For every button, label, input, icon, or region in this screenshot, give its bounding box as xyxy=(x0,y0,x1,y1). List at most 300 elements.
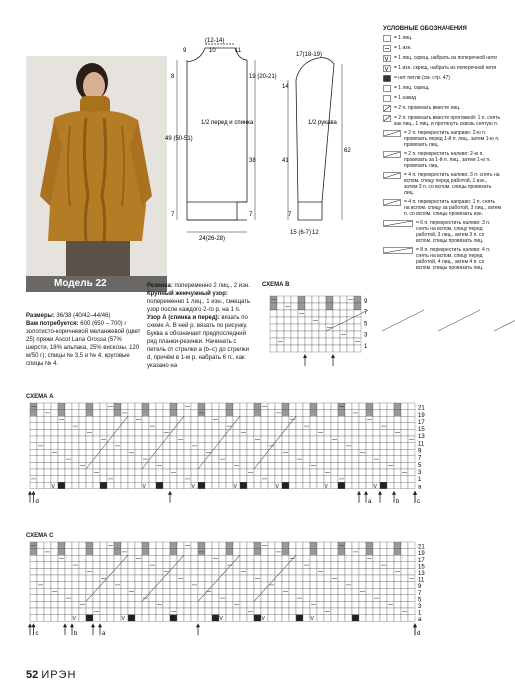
scheme-a-cell xyxy=(394,482,401,489)
scheme-c-cell xyxy=(317,562,324,569)
scheme-b-title: СХЕМА В xyxy=(262,282,290,288)
scheme-a-cell xyxy=(191,462,198,469)
scheme-a-cell xyxy=(100,403,107,410)
scheme-a-cell xyxy=(387,476,394,483)
scheme-a-cell xyxy=(359,443,366,450)
scheme-b-cell xyxy=(340,296,347,303)
scheme-a-cell xyxy=(37,469,44,476)
scheme-a-cell xyxy=(58,462,65,469)
scheme-a-cell xyxy=(240,403,247,410)
scheme-c-cell xyxy=(275,582,282,589)
scheme-a-cell xyxy=(177,476,184,483)
scheme-a-cell xyxy=(338,423,345,430)
scheme-a-cell xyxy=(135,429,142,436)
scheme-a-cell xyxy=(44,403,51,410)
sleeve-left-top: 14 xyxy=(282,84,289,90)
scheme-a-arrow-head xyxy=(28,491,32,495)
scheme-c-cell xyxy=(317,582,324,589)
scheme-a-cell xyxy=(177,410,184,417)
scheme-a-cell xyxy=(338,416,345,423)
scheme-a-cell xyxy=(93,482,100,489)
scheme-a-cell xyxy=(380,462,387,469)
scheme-c-row-number: 21 xyxy=(418,544,425,551)
scheme-a-cell xyxy=(289,410,296,417)
scheme-c-cell xyxy=(205,615,212,622)
scheme-c-cell xyxy=(254,582,261,589)
scheme-c-cell xyxy=(261,601,268,608)
scheme-a-cell xyxy=(156,476,163,483)
scheme-a-cell xyxy=(30,462,37,469)
scheme-c-cell xyxy=(149,575,156,582)
scheme-c-cell xyxy=(114,549,121,556)
scheme-c-cell xyxy=(303,595,310,602)
scheme-c-cell xyxy=(149,549,156,556)
scheme-b-cell xyxy=(312,345,319,352)
scheme-a-cell xyxy=(317,410,324,417)
front-top-num-1: 9 xyxy=(183,48,187,54)
scheme-a-cell xyxy=(324,423,331,430)
scheme-a-cell xyxy=(163,449,170,456)
scheme-c-cell xyxy=(387,582,394,589)
scheme-c-cell xyxy=(345,568,352,575)
scheme-c-cell xyxy=(289,568,296,575)
scheme-a-cell xyxy=(240,449,247,456)
scheme-c-cell xyxy=(303,575,310,582)
scheme-a-cell xyxy=(345,456,352,463)
scheme-c-cell xyxy=(121,608,128,615)
scheme-b-cell xyxy=(277,310,284,317)
scheme-a-cell xyxy=(79,476,86,483)
scheme-c-cell xyxy=(44,615,51,622)
scheme-a-cell xyxy=(380,416,387,423)
scheme-a-cell xyxy=(198,443,205,450)
scheme-a-cell xyxy=(156,456,163,463)
scheme-c-cell xyxy=(261,608,268,615)
scheme-a-cell xyxy=(79,443,86,450)
scheme-c-cell xyxy=(177,595,184,602)
scheme-a-cell xyxy=(261,462,268,469)
scheme-a-cell xyxy=(205,469,212,476)
scheme-c-cell xyxy=(156,608,163,615)
scheme-a-cell xyxy=(310,416,317,423)
scheme-a-cell xyxy=(149,476,156,483)
scheme-a-cell xyxy=(212,403,219,410)
scheme-a-cell xyxy=(44,482,51,489)
scheme-c-cell xyxy=(261,555,268,562)
scheme-a-increase-mark: V xyxy=(51,483,55,490)
scheme-c-cell xyxy=(149,568,156,575)
scheme-b-cell xyxy=(284,345,291,352)
legend-symbol-icon xyxy=(383,247,413,254)
scheme-a-cell xyxy=(296,410,303,417)
scheme-c-cell xyxy=(338,555,345,562)
scheme-a-cell xyxy=(163,476,170,483)
scheme-c-cell xyxy=(387,555,394,562)
legend-item-label: = 2 п. провязать вместе лиц. xyxy=(394,105,461,111)
scheme-a-arrow-head xyxy=(357,491,361,495)
scheme-a-cell xyxy=(310,410,317,417)
scheme-a-cell xyxy=(394,456,401,463)
legend-item-label: = 1 изн. скрещ. набрать из поперечной нити xyxy=(394,65,497,71)
scheme-a-cell xyxy=(44,469,51,476)
scheme-a-cell xyxy=(30,482,37,489)
scheme-c-cell xyxy=(212,542,219,549)
scheme-b-cell xyxy=(298,338,305,345)
legend-item xyxy=(383,172,501,196)
scheme-c-cell xyxy=(170,582,177,589)
scheme-c-cell xyxy=(282,595,289,602)
scheme-c-cell xyxy=(394,588,401,595)
scheme-c-cell xyxy=(37,568,44,575)
scheme-c-cell xyxy=(401,582,408,589)
scheme-c-cell xyxy=(240,582,247,589)
scheme-c-cell xyxy=(268,575,275,582)
scheme-c-cell xyxy=(100,542,107,549)
scheme-a-cell xyxy=(394,476,401,483)
scheme-a-cell xyxy=(65,429,72,436)
scheme-c-arrow-label: d xyxy=(417,631,421,638)
scheme-c-cell xyxy=(401,595,408,602)
scheme-a-cell xyxy=(226,476,233,483)
scheme-c-cell xyxy=(345,542,352,549)
scheme-c-cell xyxy=(373,542,380,549)
scheme-a-cell xyxy=(93,410,100,417)
scheme-c-cell xyxy=(142,582,149,589)
scheme-c-row-number: 1 xyxy=(418,610,422,617)
scheme-c-cell xyxy=(387,542,394,549)
scheme-a-cell xyxy=(303,462,310,469)
scheme-a-cell xyxy=(65,482,72,489)
scheme-c-cell xyxy=(338,568,345,575)
scheme-c-cell xyxy=(247,555,254,562)
scheme-a-cell xyxy=(387,436,394,443)
scheme-a-cell xyxy=(317,423,324,430)
scheme-a-cell xyxy=(184,423,191,430)
scheme-a-cell xyxy=(380,449,387,456)
scheme-c-cell xyxy=(58,542,65,549)
scheme-c-cell xyxy=(170,555,177,562)
scheme-a-cell xyxy=(205,436,212,443)
scheme-a-cell xyxy=(324,416,331,423)
scheme-a-cell xyxy=(72,482,79,489)
scheme-a-cell xyxy=(233,456,240,463)
scheme-c-cell xyxy=(338,615,345,622)
scheme-b-cell xyxy=(291,317,298,324)
scheme-a-cell xyxy=(401,423,408,430)
scheme-a-row-number: 19 xyxy=(418,412,425,419)
scheme-a-cell xyxy=(268,423,275,430)
scheme-c-cell xyxy=(247,549,254,556)
scheme-c-cell xyxy=(170,601,177,608)
front-top-num-3: 11 xyxy=(235,48,242,54)
scheme-c-increase-mark: V xyxy=(121,616,125,623)
scheme-a-cell xyxy=(170,403,177,410)
scheme-a-cell xyxy=(387,469,394,476)
scheme-c-row-number: 7 xyxy=(418,590,422,597)
scheme-c-cell xyxy=(261,595,268,602)
scheme-b-cell xyxy=(347,345,354,352)
scheme-a-cell xyxy=(226,416,233,423)
scheme-b-cable-line xyxy=(494,310,515,331)
scheme-c-cell xyxy=(324,615,331,622)
scheme-a-cell xyxy=(107,469,114,476)
scheme-a-cell xyxy=(58,403,65,410)
scheme-a-cell xyxy=(177,403,184,410)
scheme-a-cell xyxy=(51,436,58,443)
scheme-a-cell xyxy=(51,469,58,476)
legend-item-label: = 4 п. перекрестить налево: 3 п. снять на вспом. спицу перед работой, 1 изн., затем 3 п. со вспом. спицы провязать лиц. xyxy=(404,172,500,196)
scheme-c-cell xyxy=(86,601,93,608)
scheme-b-cell xyxy=(270,324,277,331)
scheme-b-cell xyxy=(298,303,305,310)
scheme-a-cell xyxy=(219,462,226,469)
scheme-a-row-number: 7 xyxy=(418,455,422,462)
scheme-c-cell xyxy=(310,542,317,549)
scheme-c-cell xyxy=(352,542,359,549)
scheme-c-cell xyxy=(240,549,247,556)
scheme-a-cell xyxy=(310,456,317,463)
scheme-a-cell xyxy=(205,429,212,436)
scheme-b-cell xyxy=(347,317,354,324)
scheme-c-cell xyxy=(219,601,226,608)
scheme-a-cell xyxy=(51,443,58,450)
scheme-a-cell xyxy=(247,403,254,410)
scheme-b-cell xyxy=(347,338,354,345)
scheme-c-cell xyxy=(240,555,247,562)
scheme-b-cell xyxy=(291,338,298,345)
scheme-a-cell xyxy=(359,482,366,489)
legend-item xyxy=(383,130,501,148)
scheme-c-cell xyxy=(107,588,114,595)
scheme-a-cell xyxy=(79,456,86,463)
scheme-a-cell xyxy=(247,456,254,463)
scheme-a-cell xyxy=(247,443,254,450)
scheme-c-cell xyxy=(324,568,331,575)
scheme-c-cell xyxy=(198,615,205,622)
scheme-a-cell xyxy=(240,416,247,423)
scheme-c-cell xyxy=(408,562,415,569)
scheme-b-cell xyxy=(305,345,312,352)
scheme-a-cell xyxy=(198,423,205,430)
scheme-a-cell xyxy=(366,436,373,443)
scheme-c-cell xyxy=(121,562,128,569)
scheme-c-cell xyxy=(226,608,233,615)
scheme-c-cell xyxy=(30,582,37,589)
scheme-a-cell xyxy=(44,476,51,483)
scheme-a-cell xyxy=(401,403,408,410)
front-right-top: 19 (20-21) xyxy=(249,74,277,80)
scheme-a-cell xyxy=(44,449,51,456)
scheme-a-cell xyxy=(289,462,296,469)
scheme-c-cell xyxy=(51,601,58,608)
scheme-a-cell xyxy=(289,443,296,450)
scheme-c-cell xyxy=(408,595,415,602)
scheme-c-cell xyxy=(142,588,149,595)
scheme-c-cell xyxy=(331,549,338,556)
sizes-label: Размеры: xyxy=(26,313,55,319)
scheme-c-cell xyxy=(212,595,219,602)
scheme-c-cell xyxy=(303,601,310,608)
scheme-c-cell xyxy=(37,549,44,556)
scheme-a-cell xyxy=(100,410,107,417)
scheme-a-cell xyxy=(128,429,135,436)
scheme-a-row-number: 17 xyxy=(418,419,425,426)
legend-symbol-icon xyxy=(383,220,413,227)
scheme-a-cell xyxy=(359,469,366,476)
scheme-a-cell xyxy=(44,416,51,423)
scheme-c-cell xyxy=(359,615,366,622)
scheme-c-cell xyxy=(296,608,303,615)
scheme-c-cell xyxy=(79,542,86,549)
scheme-c-arrow-head xyxy=(70,623,74,627)
legend-item xyxy=(383,247,501,271)
scheme-c-cell xyxy=(44,575,51,582)
scheme-c-cell xyxy=(247,588,254,595)
scheme-c-cell xyxy=(156,588,163,595)
scheme-a-cell xyxy=(387,482,394,489)
scheme-a-cell xyxy=(254,482,261,489)
scheme-a-cell xyxy=(408,416,415,423)
scheme-c-cell xyxy=(401,555,408,562)
scheme-a-cell xyxy=(380,469,387,476)
scheme-c-cell xyxy=(142,562,149,569)
scheme-a-cell xyxy=(51,410,58,417)
scheme-a-arrow-head xyxy=(413,491,417,495)
scheme-c-cell xyxy=(156,549,163,556)
scheme-a-cell xyxy=(331,443,338,450)
scheme-a-cell xyxy=(107,410,114,417)
scheme-c-cell xyxy=(408,549,415,556)
scheme-b-cell xyxy=(277,331,284,338)
scheme-a-cell xyxy=(310,482,317,489)
sleeve-left-bottom: 7 xyxy=(288,212,292,218)
scheme-c-cell xyxy=(205,555,212,562)
scheme-b-cell xyxy=(291,303,298,310)
scheme-c-cell xyxy=(408,582,415,589)
scheme-c-cell xyxy=(303,582,310,589)
scheme-a-cell xyxy=(79,429,86,436)
scheme-a-cell xyxy=(247,416,254,423)
scheme-a-cell xyxy=(184,456,191,463)
scheme-a-cell xyxy=(163,462,170,469)
scheme-a-cell xyxy=(401,429,408,436)
scheme-c-cell xyxy=(30,555,37,562)
scheme-c-cell xyxy=(149,608,156,615)
scheme-c-cell xyxy=(79,562,86,569)
scheme-a-cell xyxy=(142,429,149,436)
scheme-c-cell xyxy=(233,568,240,575)
scheme-c-cell xyxy=(401,549,408,556)
materials-value: 600 (650 – 700) г золотисто-коричневой меланжевой (цвет 25) пряжи Ascot Lana Grossa (57% шерсти, 18% альпака, 25% вискозы, 120 м/50 г); спицы № 3,5 и № 4, круговые спицы № 4. xyxy=(26,321,141,367)
scheme-a-cell xyxy=(359,476,366,483)
scheme-a-cell xyxy=(107,443,114,450)
scheme-a-cell xyxy=(373,476,380,483)
scheme-a-cell xyxy=(303,416,310,423)
scheme-a-cell xyxy=(114,476,121,483)
scheme-a-cell xyxy=(177,469,184,476)
model-photo xyxy=(26,56,167,292)
scheme-a-cell xyxy=(352,476,359,483)
scheme-c-cell xyxy=(177,582,184,589)
scheme-c-cell xyxy=(79,568,86,575)
scheme-a-cell xyxy=(282,410,289,417)
scheme-c-cell xyxy=(296,601,303,608)
scheme-c-cell xyxy=(282,575,289,582)
legend-symbol-icon xyxy=(383,55,391,62)
scheme-c-cell xyxy=(317,608,324,615)
scheme-a-cell xyxy=(261,436,268,443)
scheme-c-cell xyxy=(254,549,261,556)
scheme-a-cell xyxy=(128,410,135,417)
scheme-c-cell xyxy=(296,568,303,575)
scheme-c-cell xyxy=(324,601,331,608)
front-top-label: (12-14) xyxy=(205,38,225,44)
scheme-b-cell xyxy=(319,303,326,310)
scheme-c-cell xyxy=(93,575,100,582)
scheme-c-cell xyxy=(324,542,331,549)
scheme-c-cell xyxy=(128,542,135,549)
scheme-a-cell xyxy=(338,429,345,436)
scheme-a-cell xyxy=(331,482,338,489)
scheme-a-cell xyxy=(233,476,240,483)
scheme-a-cell xyxy=(128,469,135,476)
scheme-c-cell xyxy=(289,549,296,556)
scheme-c-cell xyxy=(163,615,170,622)
scheme-c-cell xyxy=(177,568,184,575)
scheme-c-cell xyxy=(226,575,233,582)
scheme-c-cell xyxy=(289,595,296,602)
scheme-c-cell xyxy=(37,615,44,622)
scheme-c-cell xyxy=(261,562,268,569)
scheme-c-cell xyxy=(240,562,247,569)
scheme-c-cell xyxy=(65,601,72,608)
scheme-c-cell xyxy=(184,582,191,589)
scheme-a-cell xyxy=(170,482,177,489)
scheme-a-arrow-label: d xyxy=(35,498,39,505)
scheme-a-arrow-head xyxy=(392,491,396,495)
scheme-c-cell xyxy=(51,595,58,602)
scheme-a-cell xyxy=(247,476,254,483)
scheme-a-cell xyxy=(226,436,233,443)
scheme-c-cell xyxy=(58,601,65,608)
scheme-a-cell xyxy=(268,403,275,410)
legend-symbol-icon xyxy=(383,115,391,122)
scheme-a-cell xyxy=(359,462,366,469)
scheme-c-cell xyxy=(177,608,184,615)
scheme-c-cell xyxy=(114,555,121,562)
scheme-a-cell xyxy=(114,410,121,417)
scheme-a-cell xyxy=(345,469,352,476)
scheme-a-cell xyxy=(324,403,331,410)
scheme-a-cell xyxy=(317,476,324,483)
scheme-a-cell xyxy=(275,469,282,476)
scheme-c-cell xyxy=(142,568,149,575)
scheme-c-cell xyxy=(198,562,205,569)
scheme-c-cell xyxy=(107,582,114,589)
sleeve-center-label: 1/2 рукава xyxy=(308,120,337,126)
scheme-a-cell xyxy=(156,469,163,476)
legend-symbol-icon xyxy=(383,172,401,179)
scheme-c-cell xyxy=(352,588,359,595)
scheme-c-cell xyxy=(79,582,86,589)
scheme-a-cell xyxy=(282,403,289,410)
scheme-c-cell xyxy=(275,608,282,615)
scheme-c-cell xyxy=(79,575,86,582)
scheme-c-cell xyxy=(51,549,58,556)
scheme-a-cell xyxy=(58,443,65,450)
scheme-c-cell xyxy=(170,542,177,549)
scheme-c-cell xyxy=(324,562,331,569)
